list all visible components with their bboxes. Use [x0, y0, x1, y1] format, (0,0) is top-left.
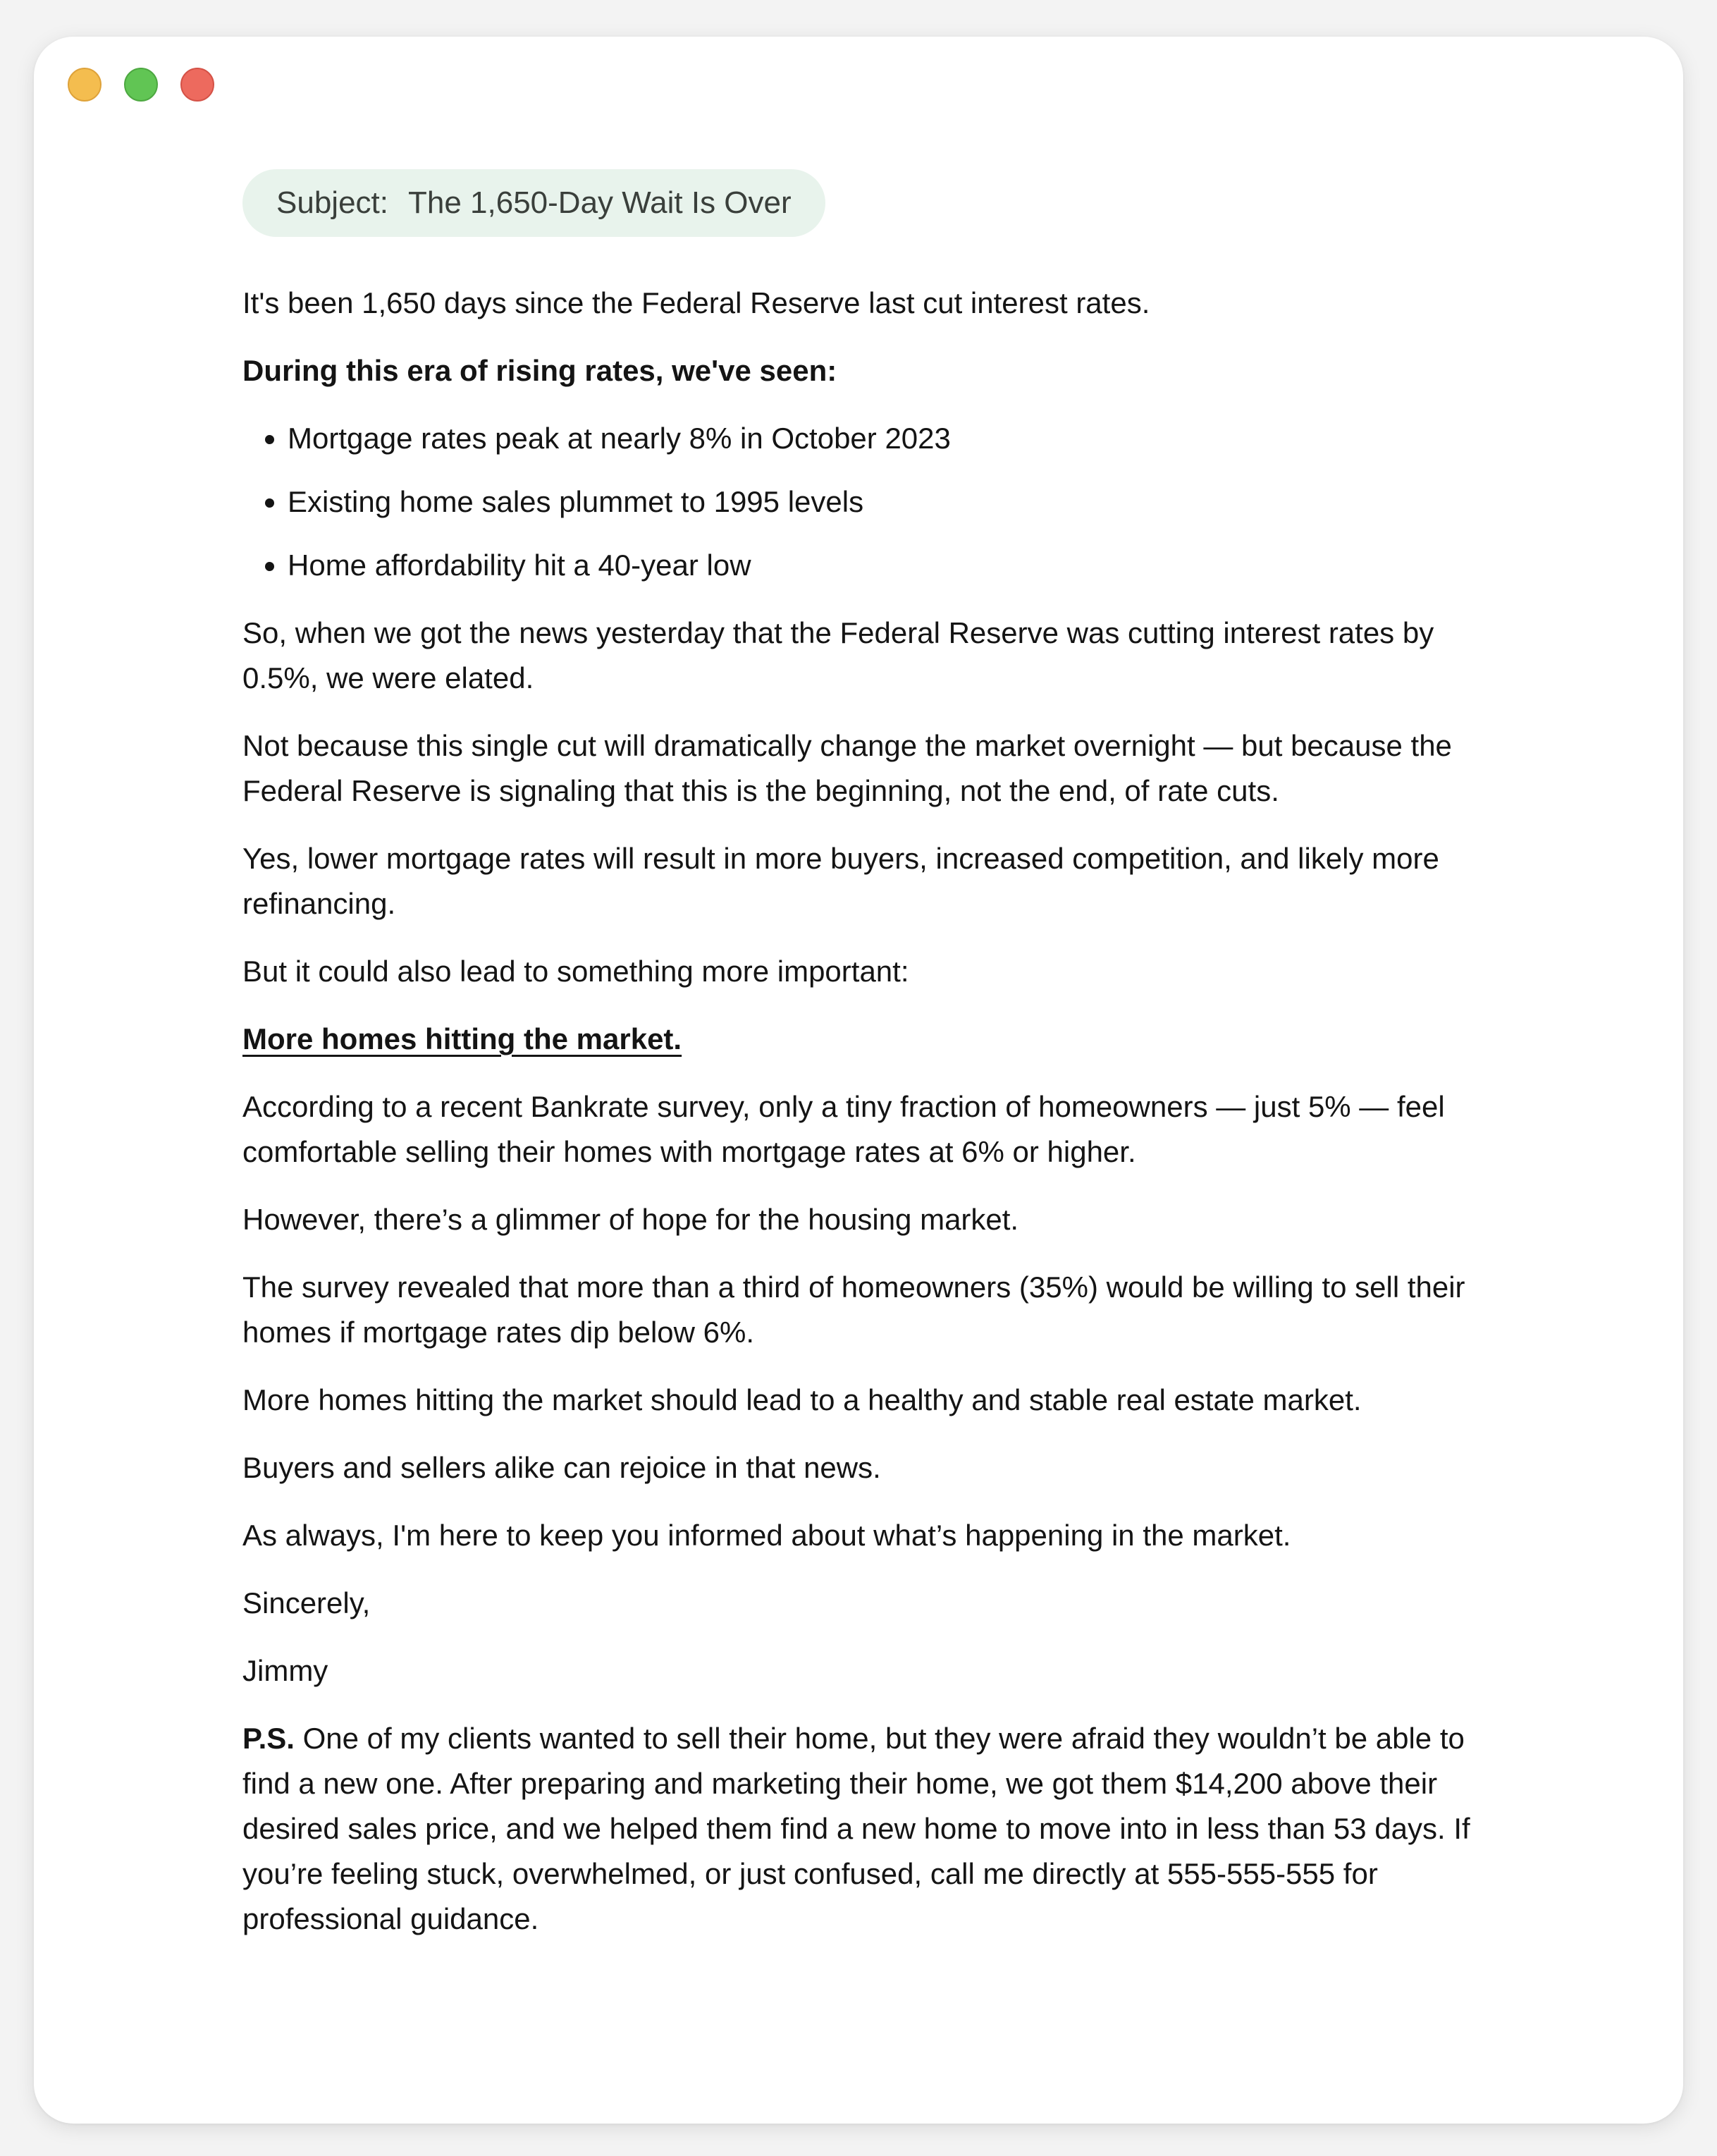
ps-text: One of my clients wanted to sell their home, but they were afraid they wouldn’t be able to find a new one. After preparing and marketing their home, we got them $14,200 above their desired sales price, and we helped them find a new home to move into in less than 53 days. If you’re feeling stuck, overwhelmed, or just confused, call me directly at 555-555-555 for professional guidance.	[242, 1722, 1470, 1935]
paragraph: Not because this single cut will dramatically change the market overnight — but because the Federal Reserve is signaling that this is the beginning, not the end, of rate cuts.	[242, 729, 1452, 807]
email-body	[242, 169, 1497, 1964]
paragraph: But it could also lead to something more important:	[242, 955, 909, 988]
postscript	[242, 1716, 1497, 1942]
subject-label: Subject:	[276, 185, 388, 220]
close-button[interactable]	[180, 68, 214, 102]
paragraph: As always, I'm here to keep you informed about what’s happening in the market.	[242, 1519, 1291, 1552]
minimize-button[interactable]	[68, 68, 101, 102]
subject-text: The 1,650-Day Wait Is Over	[407, 185, 792, 220]
paragraph: Buyers and sellers alike can rejoice in that news.	[242, 1451, 881, 1484]
window-controls	[68, 68, 214, 102]
list-item: • Home affordability hit a 40-year low	[288, 543, 1497, 588]
list-item: • Existing home sales plummet to 1995 levels	[288, 479, 1497, 525]
paragraph: Yes, lower mortgage rates will result in more buyers, increased competition, and likely more refinancing.	[242, 842, 1439, 920]
ps-label: P.S.	[242, 1722, 295, 1755]
bullet-list	[242, 416, 1497, 588]
paragraph: The survey revealed that more than a third of homeowners (35%) would be willing to sell their homes if mortgage rates dip below 6%.	[242, 1270, 1465, 1349]
paragraph: According to a recent Bankrate survey, only a tiny fraction of homeowners — just 5% — feel comfortable selling their homes with mortgage rates at 6% or higher.	[242, 1090, 1445, 1168]
list-item: • Mortgage rates peak at nearly 8% in October 2023	[288, 416, 1497, 461]
maximize-button[interactable]	[124, 68, 158, 102]
paragraph: More homes hitting the market should lead to a healthy and stable real estate market.	[242, 1383, 1362, 1416]
paragraph: It's been 1,650 days since the Federal Reserve last cut interest rates.	[242, 286, 1150, 319]
list-heading: During this era of rising rates, we've seen:	[242, 354, 837, 387]
email-window	[34, 37, 1683, 2124]
subject-line	[242, 169, 825, 237]
signature: Jimmy	[242, 1654, 328, 1687]
signoff: Sincerely,	[242, 1586, 371, 1619]
highlight-paragraph	[242, 1017, 1497, 1062]
paragraph: However, there’s a glimmer of hope for the housing market.	[242, 1203, 1019, 1236]
paragraph: So, when we got the news yesterday that the Federal Reserve was cutting interest rates by 0.5%, we were elated.	[242, 616, 1434, 694]
highlight-text: More homes hitting the market.	[242, 1022, 682, 1055]
